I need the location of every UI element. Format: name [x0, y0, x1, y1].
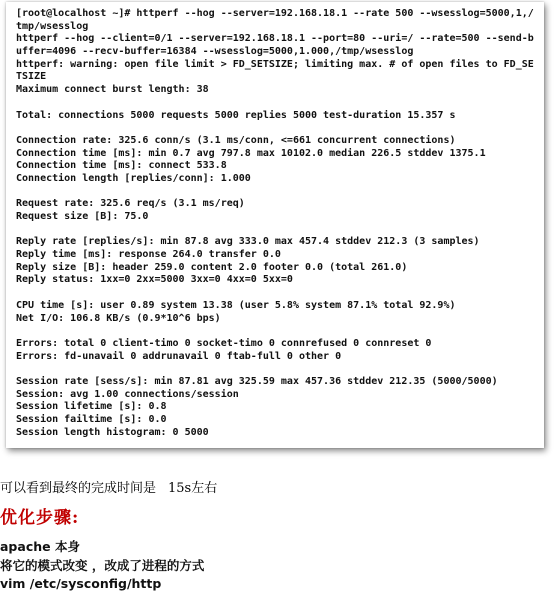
terminal-line: Errors: total 0 client-timo 0 socket-timo 0 connrefused 0 connreset 0	[16, 337, 432, 349]
terminal-output	[16, 8, 542, 439]
note-value: 15s	[168, 481, 192, 496]
terminal-line: [root@localhost ~]# httperf --hog --server=192.168.18.1 --rate 500 --wsesslog=5000,1,/	[16, 8, 534, 19]
terminal-line: Connection length [replies/conn]: 1.000	[16, 172, 251, 184]
terminal-line: Maximum connect burst length: 38	[16, 84, 209, 96]
terminal-line: Request rate: 325.6 req/s (3.1 ms/req)	[16, 198, 245, 210]
terminal-line	[16, 363, 542, 376]
terminal-line	[16, 186, 542, 199]
terminal-line: httperf: warning: open file limit > FD_SETSIZE; limiting max. # of open files to FD_SE	[16, 58, 534, 70]
terminal-line	[16, 97, 542, 110]
terminal-line: Session rate [sess/s]: min 87.81 avg 325.59 max 457.36 stddev 212.35 (5000/5000)	[16, 375, 498, 387]
terminal-line: Connection time [ms]: min 0.7 avg 797.8 max 10102.0 median 226.5 stddev 1375.1	[16, 147, 486, 159]
result-note	[0, 477, 217, 496]
terminal-line	[16, 325, 542, 338]
terminal-line: Reply status: 1xx=0 2xx=5000 3xx=0 4xx=0 5xx=0	[16, 274, 293, 286]
terminal-line: CPU time [s]: user 0.89 system 13.38 (user 5.8% system 87.1% total 92.9%)	[16, 299, 456, 311]
terminal-line: Reply time [ms]: response 264.0 transfer 0.0	[16, 249, 281, 261]
terminal-line: httperf --hog --client=0/1 --server=192.168.18.1 --port=80 --uri=/ --rate=500 --send-b	[16, 33, 534, 45]
body-line-vim-command: vim /etc/sysconfig/http	[0, 576, 162, 591]
body-line-mode-change: 将它的模式改变 ，改成了进程的方式	[0, 558, 205, 573]
terminal-screenshot	[6, 2, 544, 448]
terminal-line	[16, 122, 542, 135]
terminal-line: Connection rate: 325.6 conn/s (3.1 ms/conn, <=661 concurrent connections)	[16, 134, 456, 146]
terminal-line: Total: connections 5000 requests 5000 replies 5000 test-duration 15.357 s	[16, 109, 456, 121]
terminal-line: uffer=4096 --recv-buffer=16384 --wsesslog=5000,1.000,/tmp/wsesslog	[16, 46, 414, 58]
terminal-line: Net I/O: 106.8 KB/s (0.9*10^6 bps)	[16, 312, 221, 324]
terminal-line: Session lifetime [s]: 0.8	[16, 401, 167, 413]
terminal-line: Session failtime [s]: 0.0	[16, 414, 167, 425]
section-heading: 优化步骤:	[0, 508, 80, 528]
terminal-line	[16, 287, 542, 300]
terminal-line: Session: avg 1.00 connections/session	[16, 388, 239, 400]
terminal-line: Errors: fd-unavail 0 addrunavail 0 ftab-full 0 other 0	[16, 350, 342, 362]
terminal-line: Session length histogram: 0 5000	[16, 426, 209, 438]
terminal-line: Request size [B]: 75.0	[16, 211, 149, 222]
body-line-apache: apache 本身	[0, 539, 80, 554]
note-prefix: 可以看到最终的完成时间是	[0, 481, 157, 496]
terminal-line: Reply rate [replies/s]: min 87.8 avg 333.0 max 457.4 stddev 212.3 (3 samples)	[16, 236, 480, 248]
terminal-line: tmp/wsesslog	[16, 20, 89, 32]
terminal-line: TSIZE	[16, 71, 47, 83]
terminal-line: Reply size [B]: header 259.0 content 2.0 footer 0.0 (total 261.0)	[16, 261, 408, 273]
terminal-line: Connection time [ms]: connect 533.8	[16, 160, 227, 172]
terminal-line	[16, 224, 542, 237]
note-suffix: 左右	[191, 481, 218, 496]
